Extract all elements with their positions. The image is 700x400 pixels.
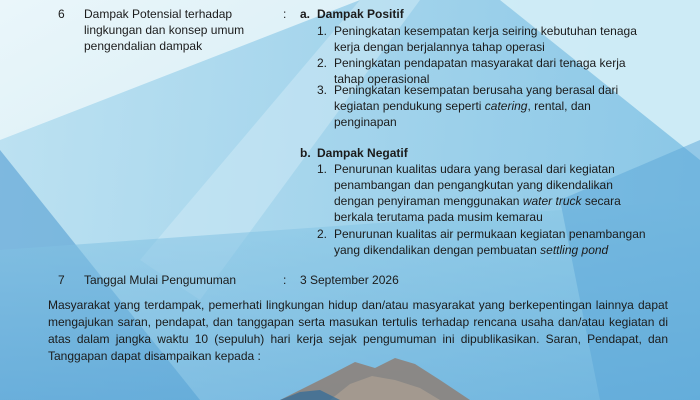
row-number: 7 (58, 273, 65, 287)
list-item-number: 2. (317, 56, 328, 70)
text-run: secara (581, 194, 621, 208)
section-marker: a. (300, 7, 311, 21)
row-number: 6 (58, 7, 65, 21)
text-run: kegiatan pendukung seperti (334, 99, 485, 113)
list-item-text: kerja dengan berjalannya tahap operasi (334, 40, 545, 54)
list-item-text (334, 242, 664, 258)
text-run-italic: water truck (522, 194, 582, 208)
section-title: Dampak Negatif (317, 146, 408, 160)
section-marker: b. (300, 146, 311, 160)
announcement-date: 3 September 2026 (300, 273, 399, 287)
row-colon: : (283, 273, 287, 287)
list-item-text: Penurunan kualitas udara yang berasal dari kegiatan (334, 162, 615, 176)
row-colon: : (283, 7, 287, 21)
row-label: Dampak Potensial terhadap lingkungan dan konsep umum pengendalian dampak (84, 7, 245, 53)
list-item-text: berkala terutama pada musim kemarau (334, 210, 543, 224)
section-title: Dampak Positif (317, 7, 404, 21)
list-item-number: 3. (317, 83, 328, 97)
text-run: , rental, dan (527, 99, 591, 113)
list-item-text: penambangan dan pengangkutan yang dikendalikan (334, 178, 613, 192)
row-label: Tanggal Mulai Pengumuman (84, 273, 237, 287)
list-item-number: 1. (317, 24, 328, 38)
list-item-text (334, 98, 664, 114)
list-item-text: Penurunan kualitas air permukaan kegiatan penambangan (334, 227, 646, 241)
list-item-text: Peningkatan kesempatan kerja seiring kebutuhan tenaga (334, 24, 637, 38)
list-item-text (334, 193, 664, 209)
list-item-text: penginapan (334, 115, 397, 129)
list-item-number: 1. (317, 162, 328, 176)
list-item-number: 2. (317, 227, 328, 241)
instruction-paragraph: Masyarakat yang terdampak, pemerhati lingkungan hidup dan/atau masyarakat yang berkepentingan lainnya dapat mengajukan saran, pendapat, dan tanggapan serta masukan tertulis terhadap rencana usaha dan/atau kegiatan di atas dalam jangka waktu 10 (sepuluh) hari kerja sejak pengumuman ini dipublikasikan. Saran, Pendapat, dan Tanggapan dapat disampaikan kepada : (48, 298, 668, 363)
text-run: yang dikendalikan dengan pembuatan (334, 243, 541, 257)
text-run-italic: catering (484, 99, 528, 113)
text-run: dengan penyiraman menggunakan (334, 194, 523, 208)
list-item-text: tahap operasional (334, 72, 430, 86)
list-item-text: Peningkatan kesempatan berusaha yang berasal dari (334, 83, 619, 97)
text-run-italic: settling pond (540, 243, 609, 257)
list-item-text: Peningkatan pendapatan masyarakat dari tenaga kerja (334, 56, 626, 70)
